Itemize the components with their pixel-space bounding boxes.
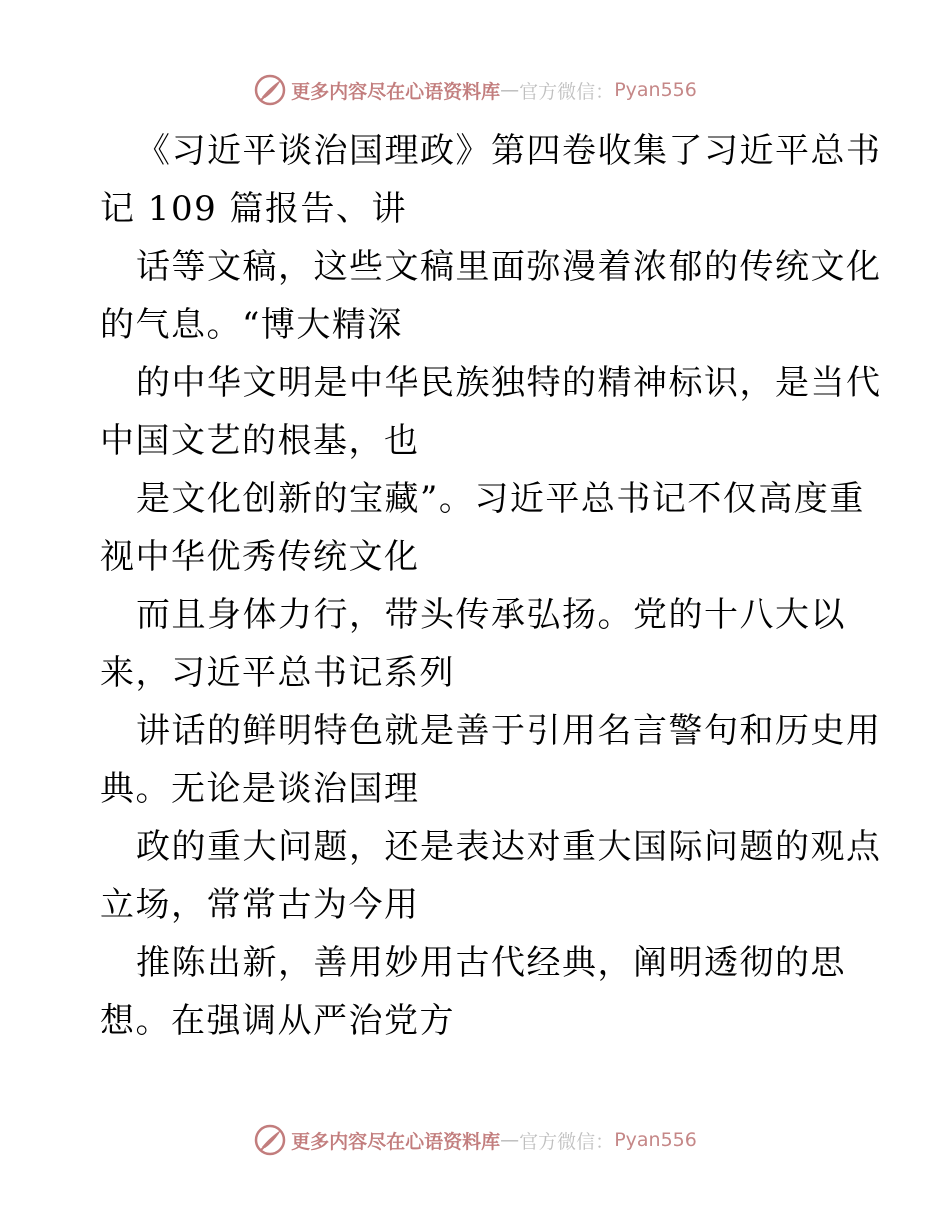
body-line: 而且身体力行，带头传承弘扬。党的十八大以: [136, 595, 846, 635]
body-line: 政的重大问题，还是表达对重大国际问题的观点: [136, 827, 882, 867]
body-line: 话等文稿，这些文稿里面弥漫着浓郁的传统文化: [136, 247, 882, 287]
body-line: 中国文艺的根基，也: [100, 421, 420, 461]
watermark-dash: —: [500, 1129, 520, 1151]
header-watermark: [0, 70, 950, 110]
body-line: 记 109 篇报告、讲: [100, 189, 408, 229]
body-line: 立场，常常古为今用: [100, 885, 420, 925]
body-line: 的气息。“博大精深: [100, 305, 403, 345]
watermark-contact-id: Pyan556: [614, 1129, 697, 1151]
body-line: 是文化创新的宝藏”。习近平总书记不仅高度重: [136, 479, 865, 519]
body-line: 的中华文明是中华民族独特的精神标识，是当代: [136, 363, 882, 403]
body-line: 视中华优秀传统文化: [100, 537, 420, 577]
body-line: 《习近平谈治国理政》第四卷收集了习近平总书: [136, 131, 882, 171]
body-line: 讲话的鲜明特色就是善于引用名言警句和历史用: [136, 711, 882, 751]
body-line: 来，习近平总书记系列: [100, 653, 455, 693]
watermark-contact-id: Pyan556: [614, 79, 697, 101]
feather-quill-icon: [253, 1123, 287, 1157]
watermark-contact-label: 官方微信：: [519, 80, 615, 103]
watermark-dash: —: [500, 79, 520, 101]
body-line: 想。在强调从严治党方: [100, 1001, 455, 1041]
body-line: 典。无论是谈治国理: [100, 769, 420, 809]
footer-watermark: [0, 1120, 950, 1160]
watermark-site-name: 更多内容尽在心语资料库: [291, 1130, 501, 1153]
body-line: 推陈出新，善用妙用古代经典，阐明透彻的思: [136, 943, 846, 983]
document-body: [100, 122, 882, 1050]
feather-quill-icon: [253, 73, 287, 107]
watermark-contact-label: 官方微信：: [519, 1130, 615, 1153]
watermark-site-name: 更多内容尽在心语资料库: [291, 80, 501, 103]
